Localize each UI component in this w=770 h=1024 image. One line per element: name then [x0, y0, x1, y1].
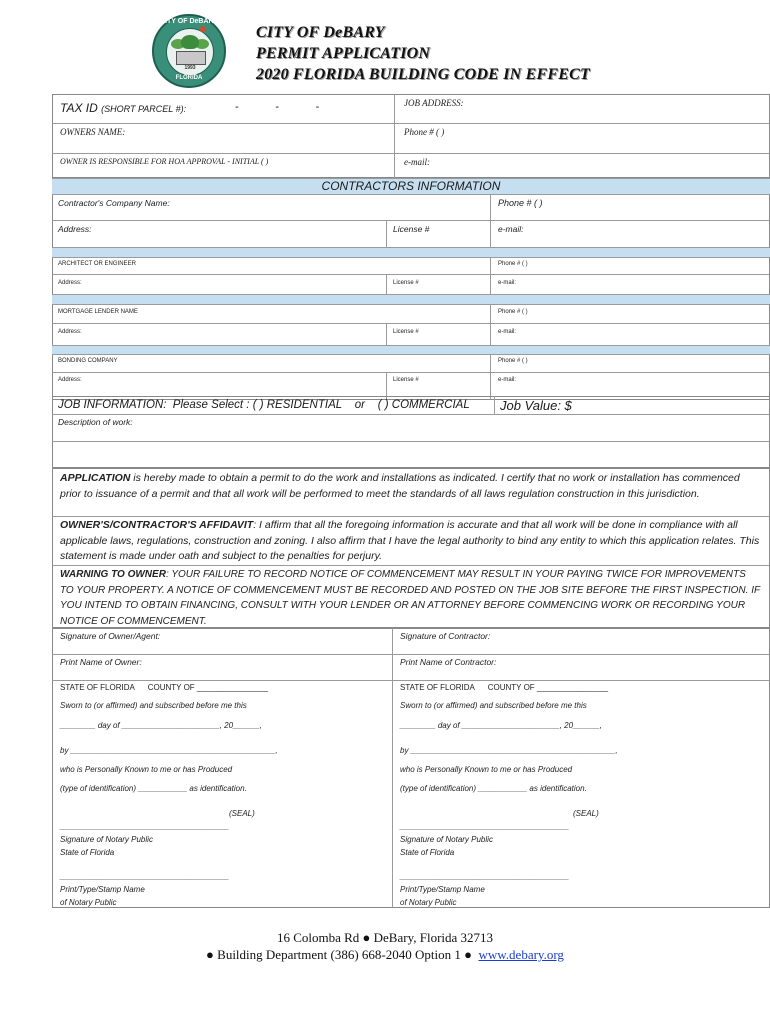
seal-year: 1993 [184, 65, 196, 71]
bonding-address-field[interactable]: Address: [58, 377, 82, 383]
job-address-field[interactable]: JOB ADDRESS: [404, 98, 464, 108]
tax-id-field[interactable] [60, 101, 186, 115]
seal-top-text: CITY OF DeBARY [160, 18, 218, 25]
architect-license-field[interactable]: License # [393, 280, 419, 286]
footer-department: ● Building Department (386) 668-2040 Option 1 ● [206, 947, 479, 962]
contractors-title: CONTRACTORS INFORMATION [321, 179, 501, 193]
contractor-signature-field[interactable]: Signature of Contractor: [400, 631, 491, 641]
application-statement: APPLICATION is hereby made to obtain a permit to do the work and installations as indicated. I certify that no work or installation has commenced prior to issuance of a permit and that all work will be performed to meet the standards of all laws regulation construction in this jurisdiction. [60, 472, 740, 500]
mortgage-address-field[interactable]: Address: [58, 329, 82, 335]
tax-id-label: TAX ID [60, 101, 98, 115]
header-code: 2020 FLORIDA BUILDING CODE IN EFFECT [256, 66, 590, 83]
architect-name-field[interactable]: ARCHITECT OR ENGINEER [58, 261, 136, 267]
bonding-name-field[interactable]: BONDING COMPANY [58, 358, 118, 364]
architect-email-field[interactable]: e-mail: [498, 280, 517, 286]
contractor-email-field[interactable]: e-mail: [498, 224, 524, 234]
contractor-address-field[interactable]: Address: [58, 224, 92, 234]
job-value-field[interactable]: Job Value: $ [500, 398, 572, 413]
seal-inner [166, 28, 214, 76]
contractor-company-field[interactable]: Contractor's Company Name: [58, 198, 170, 208]
header-city: CITY OF DeBARY [256, 24, 385, 41]
mortgage-name-field[interactable]: MORTGAGE LENDER NAME [58, 309, 138, 315]
building-icon [176, 51, 206, 65]
affidavit-statement: OWNER'S/CONTRACTOR'S AFFIDAVIT: I affirm that all the foregoing information is accurate and that all work will be done in compliance with all applicable laws, regulations, construction and zoning. I also affirm that I have the legal authority to bind any entity to which this application relates. This statement is made under oath and subject to the penalties for perjury. [60, 519, 760, 562]
tax-id-sublabel: (SHORT PARCEL #): [101, 104, 187, 114]
warning-statement: WARNING TO OWNER: YOUR FAILURE TO RECORD NOTICE OF COMMENCEMENT MAY RESULT IN YOUR PAYING TWICE FOR IMPROVEMENTS TO YOUR PROPERTY. A NOTICE OF COMMENCEMENT MUST BE RECORDED AND POSTED ON THE JOB SITE BEFORE THE FIRST INSPECTION. IF YOU INTEND TO OBTAIN FINANCING, CONSULT WITH YOUR LENDER OR AN ATTORNEY BEFORE COMMENCING WORK OR RECORDING YOUR NOTICE OF COMMENCEMENT. [60, 569, 760, 627]
mortgage-license-field[interactable]: License # [393, 329, 419, 335]
hoa-initial-field[interactable]: OWNER IS RESPONSIBLE FOR HOA APPROVAL - INITIAL ( ) [60, 157, 269, 166]
bonding-email-field[interactable]: e-mail: [498, 377, 517, 383]
owner-print-name-field[interactable]: Print Name of Owner: [60, 657, 142, 667]
bonding-license-field[interactable]: License # [393, 377, 419, 383]
contractor-phone-field[interactable]: Phone # ( ) [498, 198, 543, 208]
owner-phone-field[interactable]: Phone # ( ) [404, 127, 445, 137]
footer-contact [0, 947, 770, 963]
owner-email-field[interactable]: e-mail: [404, 157, 430, 167]
architect-phone-field[interactable]: Phone # ( ) [498, 261, 528, 267]
tax-id-dashes: - - - [235, 101, 320, 113]
work-description-field[interactable]: Description of work: [58, 417, 133, 427]
contractor-print-name-field[interactable]: Print Name of Contractor: [400, 657, 497, 667]
seal-bottom-text: FLORIDA [175, 75, 203, 81]
city-seal-logo [152, 14, 226, 88]
owner-signature-field[interactable]: Signature of Owner/Agent: [60, 631, 161, 641]
contractor-license-field[interactable]: License # [393, 224, 430, 234]
header-permit: PERMIT APPLICATION [256, 45, 431, 62]
owners-name-field[interactable]: OWNERS NAME: [60, 127, 126, 137]
palm-tree-icon [181, 35, 199, 49]
job-type-select[interactable]: JOB INFORMATION: Please Select : ( ) RESIDENTIAL or ( ) COMMERCIAL [58, 399, 470, 411]
footer-address: 16 Colomba Rd ● DeBary, Florida 32713 [276, 930, 494, 945]
website-link[interactable]: www.debary.org [478, 947, 564, 962]
mortgage-phone-field[interactable]: Phone # ( ) [498, 309, 528, 315]
architect-address-field[interactable]: Address: [58, 280, 82, 286]
mortgage-email-field[interactable]: e-mail: [498, 329, 517, 335]
bonding-phone-field[interactable]: Phone # ( ) [498, 358, 528, 364]
contractors-section [52, 178, 770, 400]
